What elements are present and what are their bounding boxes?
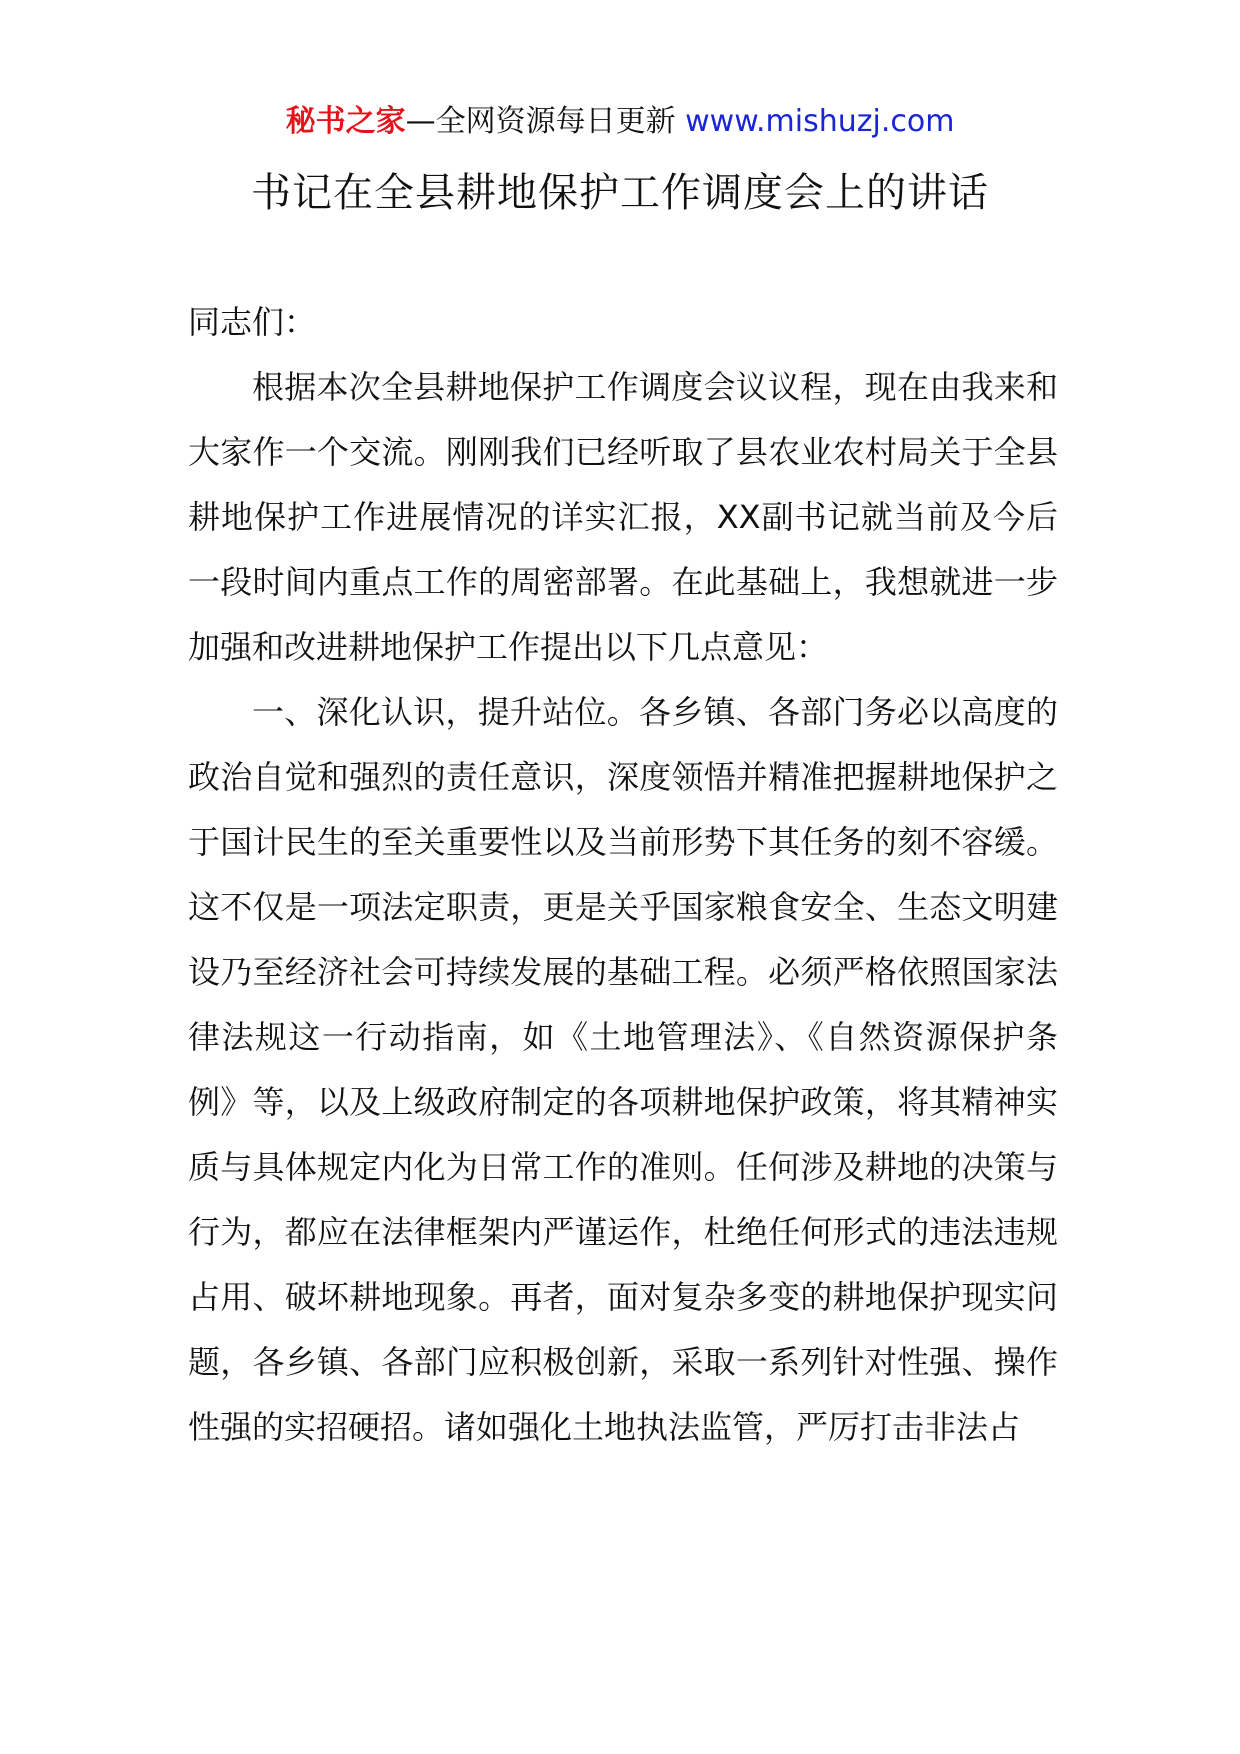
site-url-link[interactable]: www.mishuzj.com	[685, 104, 955, 139]
document-title: 书记在全县耕地保护工作调度会上的讲话	[251, 170, 989, 216]
site-brand: 秘书之家	[285, 104, 406, 139]
paragraph-section-1	[188, 680, 1058, 1460]
document-body	[188, 290, 1058, 1460]
section-1-text: 各乡镇、各部门务必以高度的政治自觉和强烈的责任意识，深度领悟并精准把握耕地保护之于国计民生的至关重要性以及当前形势下其任务的刻不容缓。这不仅是一项法定职责，更是关乎国家粮食安全、生态文明建设乃至经济社会可持续发展的基础工程。必须严格依照国家法律法规这一行动指南，如《土地管理法》、《自然资源保护条例》等，以及上级政府制定的各项耕地保护政策，将其精神实质与具体规定内化为日常工作的准则。任何涉及耕地的决策与行为，都应在法律框架内严谨运作，杜绝任何形式的违法违规占用、破坏耕地现象。再者，面对复杂多变的耕地保护现实问题，各乡镇、各部门应积极创新，采取一系列针对性强、操作性强的实招硬招。诸如强化土地执法监管，严厉打击非法占	[188, 693, 1058, 1446]
greeting: 同志们：	[188, 303, 317, 341]
paragraph-intro: 根据本次全县耕地保护工作调度会议议程，现在由我来和大家作一个交流。刚刚我们已经听取了县农业农村局关于全县耕地保护工作进展情况的详实汇报，XX副书记就当前及今后一段时间内重点工作的周密部署。在此基础上，我想就进一步加强和改进耕地保护工作提出以下几点意见：	[188, 368, 1058, 666]
site-header	[0, 100, 1240, 144]
section-1-heading: 一、深化认识，提升站位。	[252, 693, 639, 731]
site-slogan: —全网资源每日更新	[405, 104, 686, 139]
